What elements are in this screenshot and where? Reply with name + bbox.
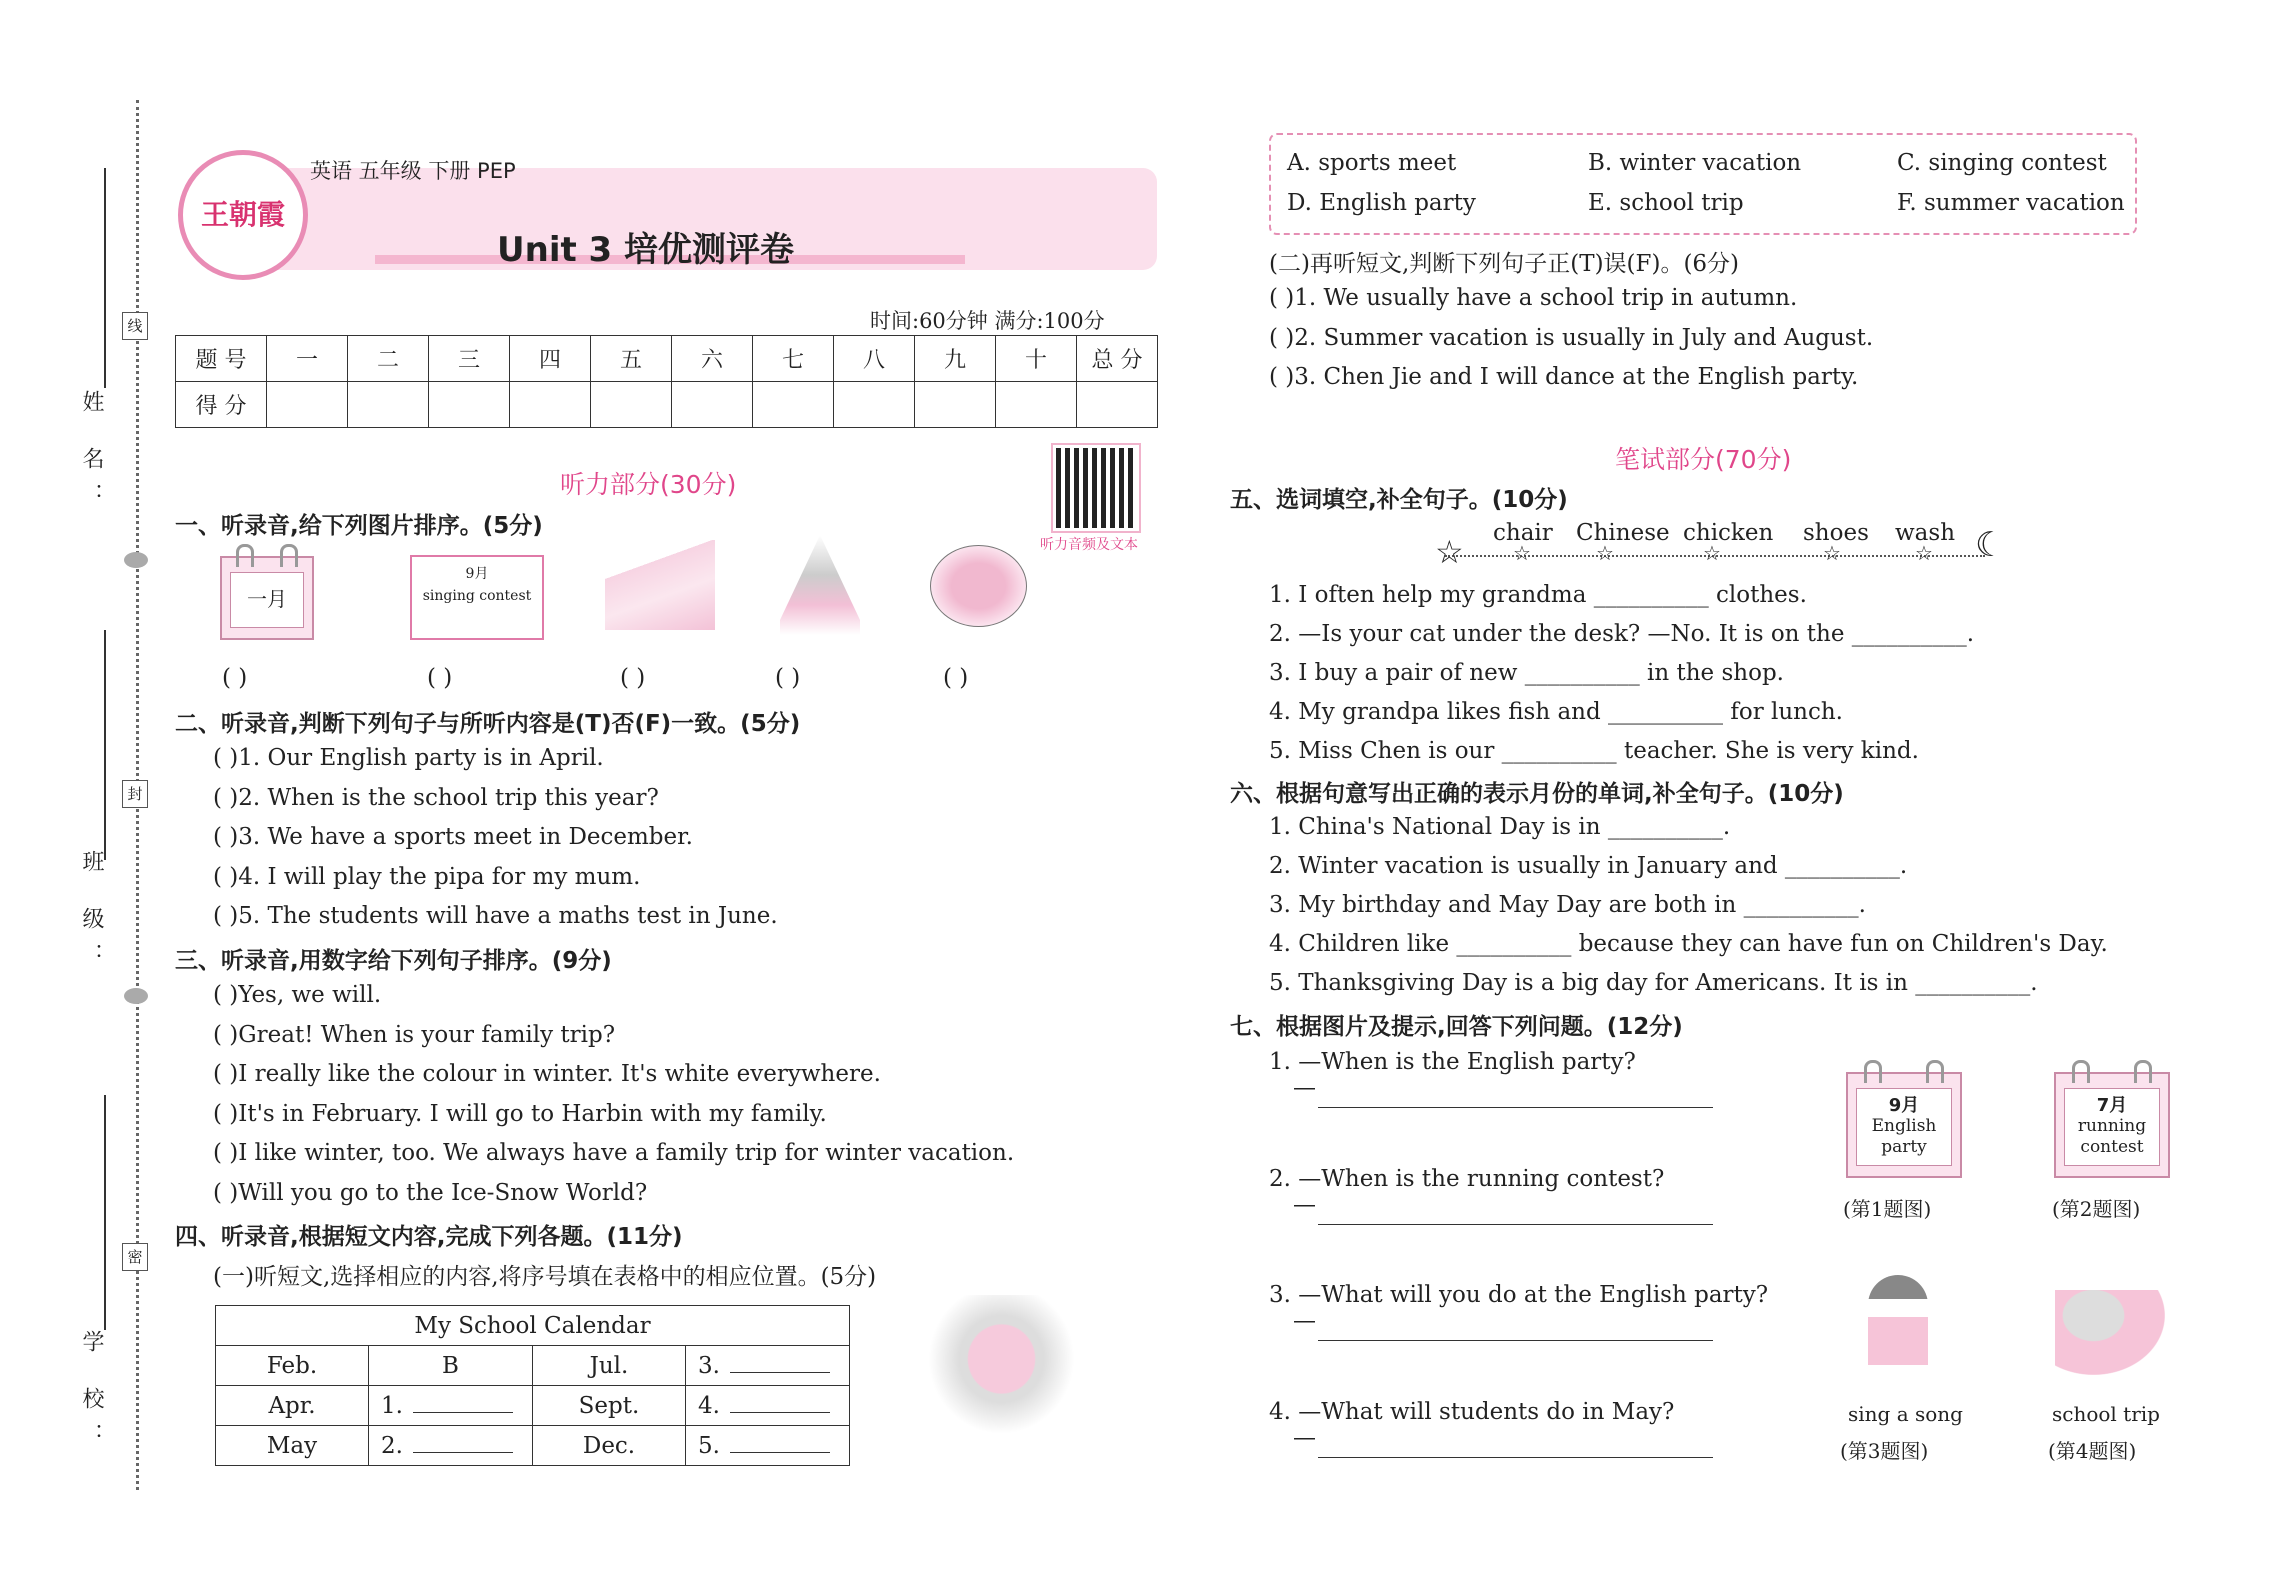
option-item: D. English party [1287, 190, 1476, 216]
score-header-cell: 九 [915, 336, 996, 382]
question: 2. —When is the running contest? [1269, 1166, 1665, 1192]
calendar-cell [216, 1346, 369, 1386]
word-bank-word: chair [1493, 520, 1553, 546]
calendar-cell[interactable] [686, 1426, 850, 1466]
january-calendar-picture [220, 556, 314, 640]
calendar-cell-text: Jul. [589, 1352, 629, 1379]
option-item: C. singing contest [1897, 150, 2107, 176]
english-party-calendar-picture [1846, 1072, 1962, 1178]
true-false-item[interactable]: ( )5. The students will have a maths test in June. [213, 903, 778, 929]
option-item: B. winter vacation [1588, 150, 1802, 176]
calendar-cell [533, 1346, 686, 1386]
binding-hole-icon [124, 988, 148, 1004]
figure-caption: (第1题图) [1843, 1197, 1932, 1221]
calendar-cell-text: Feb. [266, 1352, 318, 1379]
calendar-cell [369, 1346, 533, 1386]
calendar-cell[interactable] [369, 1426, 533, 1466]
section-2-title: 二、听录音,判断下列句子与所听内容是(T)否(F)一致。(5分) [175, 711, 801, 737]
score-header-cell: 三 [429, 336, 510, 382]
mooncakes-picture [930, 545, 1027, 627]
section-3-title: 三、听录音,用数字给下列句子排序。(9分) [175, 948, 612, 974]
score-input-cell[interactable] [429, 382, 510, 428]
answer-line[interactable] [1318, 1340, 1713, 1341]
answer-line[interactable] [1318, 1457, 1713, 1458]
score-label-cell: 得 分 [176, 382, 267, 428]
score-input-cell[interactable] [672, 382, 753, 428]
score-header-cell: 二 [348, 336, 429, 382]
notebook-month: 9月 [465, 566, 489, 582]
question: 3. —What will you do at the English party? [1269, 1282, 1769, 1308]
answer-paren[interactable]: ( ) [775, 665, 801, 691]
seal-feng: 封 [122, 780, 148, 808]
star-icon: ☆ [1435, 533, 1464, 571]
answer-blank[interactable] [730, 1372, 830, 1373]
calendar-text: English party [1871, 1116, 1937, 1157]
star-icon: ☆ [1703, 541, 1721, 565]
name-label: 姓 名： [79, 390, 104, 519]
section-7-title: 七、根据图片及提示,回答下列问题。(12分) [1230, 1014, 1683, 1040]
true-false-item[interactable]: ( )3. Chen Jie and I will dance at the English party. [1269, 364, 1859, 390]
santa-christmas-tree-picture [780, 535, 860, 635]
word-bank-word: wash [1895, 520, 1956, 546]
score-row [176, 382, 1158, 428]
answer-paren[interactable]: ( ) [427, 665, 453, 691]
calendar-cell-text: 4. [698, 1392, 720, 1419]
ordering-item[interactable]: ( )I like winter, too. We always have a family trip for winter vacation. [213, 1140, 1015, 1166]
calendar-title: My School Calendar [216, 1306, 850, 1346]
running-contest-calendar-picture [2054, 1072, 2170, 1178]
score-input-cell[interactable] [915, 382, 996, 428]
calendar-cell [533, 1426, 686, 1466]
girl-singing-picture [1868, 1275, 1928, 1395]
calendar-cell [216, 1386, 369, 1426]
calendar-row [216, 1346, 850, 1386]
answer-blank[interactable] [730, 1452, 830, 1453]
option-item: A. sports meet [1287, 150, 1457, 176]
calendar-cell-text: Sept. [578, 1392, 640, 1419]
seal-mi: 密 [122, 1243, 148, 1271]
true-false-item[interactable]: ( )2. Summer vacation is usually in July and August. [1269, 324, 1874, 351]
score-header-cell: 总 分 [1077, 336, 1158, 382]
score-input-cell[interactable] [267, 382, 348, 428]
ordering-item[interactable]: ( )Great! When is your family trip? [213, 1021, 616, 1048]
qr-code[interactable] [1053, 445, 1139, 531]
true-false-item[interactable]: ( )1. Our English party is in April. [213, 745, 604, 771]
qr-label: 听力音频及文本 [1040, 537, 1138, 553]
score-header-cell: 五 [591, 336, 672, 382]
name-line[interactable] [104, 168, 106, 388]
listening-heading: 听力部分(30分) [560, 470, 737, 499]
fill-blank-item[interactable]: 3. My birthday and May Day are both in __________. [1269, 892, 1866, 918]
star-icon: ☆ [1596, 541, 1614, 565]
fill-blank-item[interactable]: 2. —Is your cat under the desk? —No. It is on the __________. [1269, 621, 1975, 647]
calendar-cell-text: B [442, 1352, 459, 1379]
calendar-cell [216, 1426, 369, 1466]
score-header-cell: 四 [510, 336, 591, 382]
singing-contest-notebook-picture [410, 555, 544, 640]
fill-blank-item[interactable]: 1. China's National Day is in __________. [1269, 814, 1731, 840]
calendar-text: 一月 [230, 572, 304, 628]
answer-dash: — [1293, 1425, 1316, 1451]
answer-paren[interactable]: ( ) [943, 665, 969, 691]
figure-caption: (第4题图) [2048, 1439, 2137, 1463]
calendar-row [216, 1386, 850, 1426]
fill-blank-item[interactable]: 4. My grandpa likes fish and __________ for lunch. [1269, 699, 1843, 725]
calendar-cell-text: Apr. [268, 1392, 316, 1419]
calendar-cell-text: 1. [381, 1392, 403, 1419]
ordering-item[interactable]: ( )Yes, we will. [213, 982, 382, 1008]
class-line[interactable] [104, 630, 106, 860]
answer-paren[interactable]: ( ) [620, 665, 646, 691]
section-4-part-1: (一)听短文,选择相应的内容,将序号填在表格中的相应位置。(5分) [213, 1264, 877, 1290]
two-girls-picture [925, 1295, 1095, 1455]
figure-caption: (第2题图) [2052, 1197, 2141, 1221]
class-label: 班 级： [79, 850, 104, 979]
calendar-cell[interactable] [686, 1386, 850, 1426]
logo: 王朝霞 [178, 150, 308, 280]
fill-blank-item[interactable]: 1. I often help my grandma __________ clothes. [1269, 582, 1807, 608]
question: 4. —What will students do in May? [1269, 1399, 1675, 1425]
fill-blank-item[interactable]: 5. Thanksgiving Day is a big day for Americans. It is in __________. [1269, 970, 2038, 996]
answer-dash: — [1293, 1308, 1316, 1334]
score-input-cell[interactable] [753, 382, 834, 428]
score-input-cell[interactable] [510, 382, 591, 428]
section-5-title: 五、选词填空,补全句子。(10分) [1230, 487, 1568, 513]
true-false-item[interactable]: ( )1. We usually have a school trip in autumn. [1269, 285, 1798, 311]
ordering-item[interactable]: ( )I really like the colour in winter. It's white everywhere. [213, 1061, 881, 1087]
score-header-cell: 八 [834, 336, 915, 382]
star-icon: ☆ [1915, 541, 1933, 565]
true-false-item[interactable]: ( )3. We have a sports meet in December. [213, 824, 693, 850]
options-box [1269, 133, 2137, 235]
great-wall-picture [605, 540, 715, 630]
fill-blank-item[interactable]: 2. Winter vacation is usually in January and __________. [1269, 853, 1908, 879]
score-header-cell: 一 [267, 336, 348, 382]
calendar-cell-text: Dec. [582, 1432, 636, 1459]
school-calendar-table [215, 1305, 850, 1466]
school-trip-bag-picture [2055, 1290, 2165, 1375]
calendar-cell [533, 1386, 686, 1426]
time-info: 时间:60分钟 满分:100分 [870, 309, 1105, 333]
subject-label: 英语 五年级 下册 PEP [310, 159, 516, 183]
score-input-cell[interactable] [834, 382, 915, 428]
calendar-month: 7月 [2096, 1095, 2128, 1116]
score-table [175, 335, 1158, 428]
section-4-part-2: (二)再听短文,判断下列句子正(T)误(F)。(6分) [1269, 251, 1740, 277]
score-header-cell: 十 [996, 336, 1077, 382]
calendar-cell-text: May [266, 1432, 318, 1459]
score-header-cell: 题 号 [176, 336, 267, 382]
answer-blank[interactable] [413, 1452, 513, 1453]
calendar-cell-text: 3. [698, 1352, 720, 1379]
word-bank-word: Chinese [1576, 520, 1670, 546]
answer-line[interactable] [1318, 1224, 1713, 1225]
moon-icon: ☾ [1975, 525, 2006, 565]
fill-blank-item[interactable]: 5. Miss Chen is our __________ teacher. She is very kind. [1269, 738, 1919, 764]
option-item: F. summer vacation [1897, 190, 2125, 216]
answer-blank[interactable] [730, 1412, 830, 1413]
true-false-item[interactable]: ( )2. When is the school trip this year? [213, 784, 659, 811]
binding-hole-icon [124, 552, 148, 568]
word-bank-word: chicken [1683, 520, 1774, 546]
fill-blank-item[interactable]: 4. Children like __________ because they can have fun on Children's Day. [1269, 931, 2108, 957]
calendar-text: running contest [2077, 1116, 2147, 1157]
picture-label: sing a song [1848, 1402, 1963, 1426]
section-4-title: 四、听录音,根据短文内容,完成下列各题。(11分) [175, 1224, 683, 1250]
answer-blank[interactable] [413, 1412, 513, 1413]
calendar-cell-text: 2. [381, 1432, 403, 1459]
score-input-cell[interactable] [1077, 382, 1158, 428]
writing-heading: 笔试部分(70分) [1615, 445, 1792, 474]
fill-blank-item[interactable]: 3. I buy a pair of new __________ in the shop. [1269, 660, 1784, 686]
ordering-item[interactable]: ( )It's in February. I will go to Harbin with my family. [213, 1100, 827, 1127]
notebook-text: singing contest [422, 588, 532, 604]
answer-paren[interactable]: ( ) [222, 665, 248, 691]
seal-xian: 线 [122, 312, 148, 340]
school-label: 学 校： [79, 1330, 104, 1459]
calendar-cell-text: 5. [698, 1432, 720, 1459]
score-header-row [176, 336, 1158, 382]
school-line[interactable] [104, 1095, 106, 1330]
section-6-title: 六、根据句意写出正确的表示月份的单词,补全句子。(10分) [1230, 781, 1844, 807]
answer-dash: — [1293, 1075, 1316, 1101]
calendar-cell[interactable] [686, 1346, 850, 1386]
picture-label: school trip [2052, 1402, 2160, 1426]
calendar-month: 9月 [1888, 1095, 1920, 1116]
figure-caption: (第3题图) [1840, 1439, 1929, 1463]
option-item: E. school trip [1588, 190, 1744, 216]
answer-line[interactable] [1318, 1107, 1713, 1108]
score-input-cell[interactable] [996, 382, 1077, 428]
answer-dash: — [1293, 1192, 1316, 1218]
star-icon: ☆ [1513, 541, 1531, 565]
score-header-cell: 七 [753, 336, 834, 382]
page-title: Unit 3 培优测评卷 [497, 230, 795, 270]
score-header-cell: 六 [672, 336, 753, 382]
ordering-item[interactable]: ( )Will you go to the Ice-Snow World? [213, 1179, 648, 1206]
calendar-cell[interactable] [369, 1386, 533, 1426]
word-bank-word: shoes [1803, 520, 1869, 546]
question: 1. —When is the English party? [1269, 1049, 1636, 1075]
score-input-cell[interactable] [591, 382, 672, 428]
calendar-row [216, 1426, 850, 1466]
score-input-cell[interactable] [348, 382, 429, 428]
true-false-item[interactable]: ( )4. I will play the pipa for my mum. [213, 863, 641, 890]
star-icon: ☆ [1823, 541, 1841, 565]
section-1-title: 一、听录音,给下列图片排序。(5分) [175, 513, 543, 539]
